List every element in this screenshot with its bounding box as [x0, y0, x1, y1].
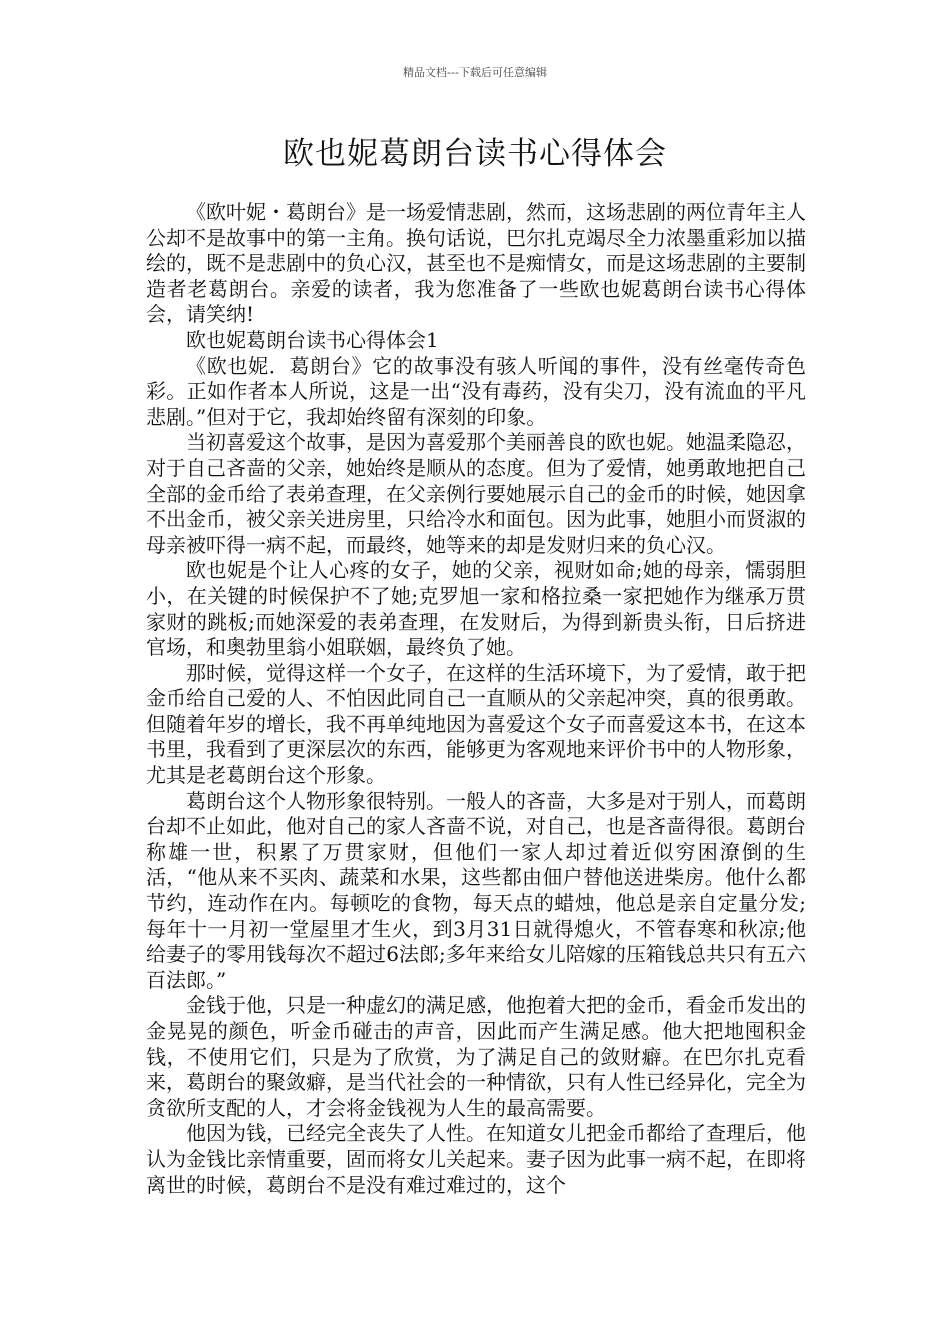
header-note: 精品文档---下载后可任意编辑 — [403, 66, 547, 79]
body-paragraph: 那时候，觉得这样一个女子，在这样的生活环境下，为了爱情，敢于把金币给自己爱的人、不怕因此同自己一直顺从的父亲起冲突，真的很勇敢。但随着年岁的增长，我不再单纯地因为喜爱这个女子而喜爱这本书，在这本书里，我看到了更深层次的东西，能够更为客观地来评价书中的人物形象，尤其是老葛朗台这个形象。 — [146, 660, 806, 788]
body-paragraph: 《欧也妮．葛朗台》它的故事没有骇人听闻的事件，没有丝毫传奇色彩。正如作者本人所说，这是一出“没有毒药，没有尖刀，没有流血的平凡悲剧。”但对于它，我却始终留有深刻的印象。 — [146, 353, 806, 429]
document-title: 欧也妮葛朗台读书心得体会 — [283, 136, 667, 172]
body-paragraph: 欧也妮是个让人心疼的女子，她的父亲，视财如命;她的母亲，懦弱胆小，在关键的时候保护不了她;克罗旭一家和格拉桑一家把她作为继承万贯家财的跳板;而她深爱的表弟查理，在发财后，为得到新贵头衔，日后挤进官场，和奥勃里翁小姐联姻，最终负了她。 — [146, 558, 806, 660]
body-paragraph: 当初喜爱这个故事，是因为喜爱那个美丽善良的欧也妮。她温柔隐忍，对于自己吝啬的父亲，她始终是顺从的态度。但为了爱情，她勇敢地把自己全部的金币给了表弟查理，在父亲例行要她展示自己的金币的时候，她因拿不出金币，被父亲关进房里，只给冷水和面包。因为此事，她胆小而贤淑的母亲被吓得一病不起，而最终，她等来的却是发财归来的负心汉。 — [146, 430, 806, 557]
body-paragraph: 金钱于他，只是一种虚幻的满足感，他抱着大把的金币，看金币发出的金晃晃的颜色，听金币碰击的声音，因此而产生满足感。他大把地囤积金钱，不使用它们，只是为了欣赏，为了满足自己的敛财癖。在巴尔扎克看来，葛朗台的聚敛癖，是当代社会的一种情欲，只有人性已经异化，完全为贪欲所支配的人，才会将金钱视为人生的最高需要。 — [146, 993, 806, 1120]
body-paragraph: 葛朗台这个人物形象很特别。一般人的吝啬，大多是对于别人，而葛朗台却不止如此，他对自己的家人吝啬不说，对自己，也是吝啬得很。葛朗台称雄一世，积累了万贯家财，但他们一家人却过着近似穷困潦倒的生活，“他从来不买肉、蔬菜和水果，这些都由佃户替他送进柴房。他什么都节约，连动作在内。每顿吃的食物，每天点的蜡烛，他总是亲自定量分发;每年十一月初一堂屋里才生火，到3月31日就得熄火，不管春寒和秋凉;他给妻子的零用钱每次不超过6法郎;多年来给女儿陪嫁的压箱钱总共只有五六百法郎。” — [146, 788, 806, 992]
document-body — [146, 200, 806, 1198]
section-heading: 欧也妮葛朗台读书心得体会1 — [186, 327, 439, 352]
intro-paragraph: 《欧叶妮・葛朗台》是一场爱情悲剧，然而，这场悲剧的两位青年主人公却不是故事中的第一主角。换句话说，巴尔扎克竭尽全力浓墨重彩加以描绘的，既不是悲剧中的负心汉，甚至也不是痴情女，而是这场悲剧的主要制造者老葛朗台。亲爱的读者，我为您准备了一些欧也妮葛朗台读书心得体会，请笑纳! — [146, 200, 806, 327]
body-paragraph: 他因为钱，已经完全丧失了人性。在知道女儿把金币都给了查理后，他认为金钱比亲情重要，固而将女儿关起来。妻子因为此事一病不起，在即将离世的时候，葛朗台不是没有难过难过的，这个 — [146, 1121, 806, 1197]
